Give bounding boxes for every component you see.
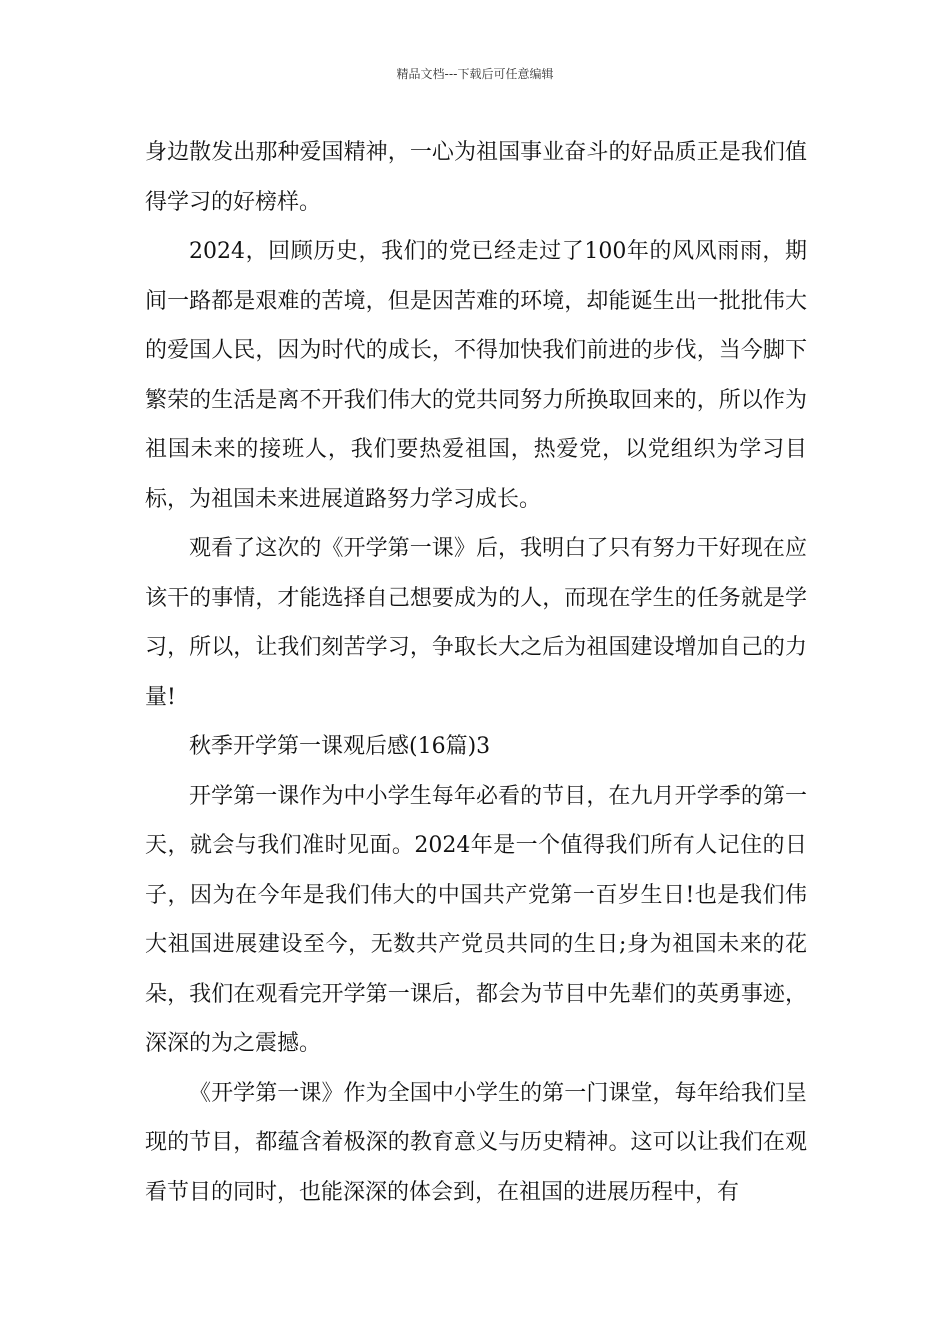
paragraph-1: 身边散发出那种爱国精神，一心为祖国事业奋斗的好品质正是我们值得学习的好榜样。 [145,140,807,215]
paragraph-4: 开学第一课作为中小学生每年必看的节目，在九月开学季的第一天，就会与我们准时见面。2024年是一个值得我们所有人记住的日子，因为在今年是我们伟大的中国共产党第一百岁生日!也是我们伟大祖国进展建设至今，无数共产党员共同的生日;身为祖国未来的花朵，我们在观看完开学第一课后，都会为节目中先辈们的英勇事迹，深深的为之震撼。 [145,783,807,1056]
paragraph-5: 《开学第一课》作为全国中小学生的第一门课堂，每年给我们呈现的节目，都蕴含着极深的教育意义与历史精神。这可以让我们在观看节目的同时，也能深深的体会到，在祖国的进展历程中，有 [145,1080,807,1205]
document-body [145,128,807,1217]
paragraph-3: 观看了这次的《开学第一课》后，我明白了只有努力干好现在应该干的事情，才能选择自己想要成为的人，而现在学生的任务就是学习，所以，让我们刻苦学习，争取长大之后为祖国建设增加自己的力量! [145,536,807,710]
paragraph-2: 2024，回顾历史，我们的党已经走过了100年的风风雨雨，期间一路都是艰难的苦境，但是因苦难的环境，却能诞生出一批批伟大的爱国人民，因为时代的成长，不得加快我们前进的步伐，当今脚下繁荣的生活是离不开我们伟大的党共同努力所换取回来的，所以作为祖国未来的接班人，我们要热爱祖国，热爱党，以党组织为学习目标，为祖国未来进展道路努力学习成长。 [145,239,807,512]
page-header: 精品文档---下载后可任意编辑 [396,67,554,81]
section-title: 秋季开学第一课观后感(16篇)3 [189,734,491,759]
